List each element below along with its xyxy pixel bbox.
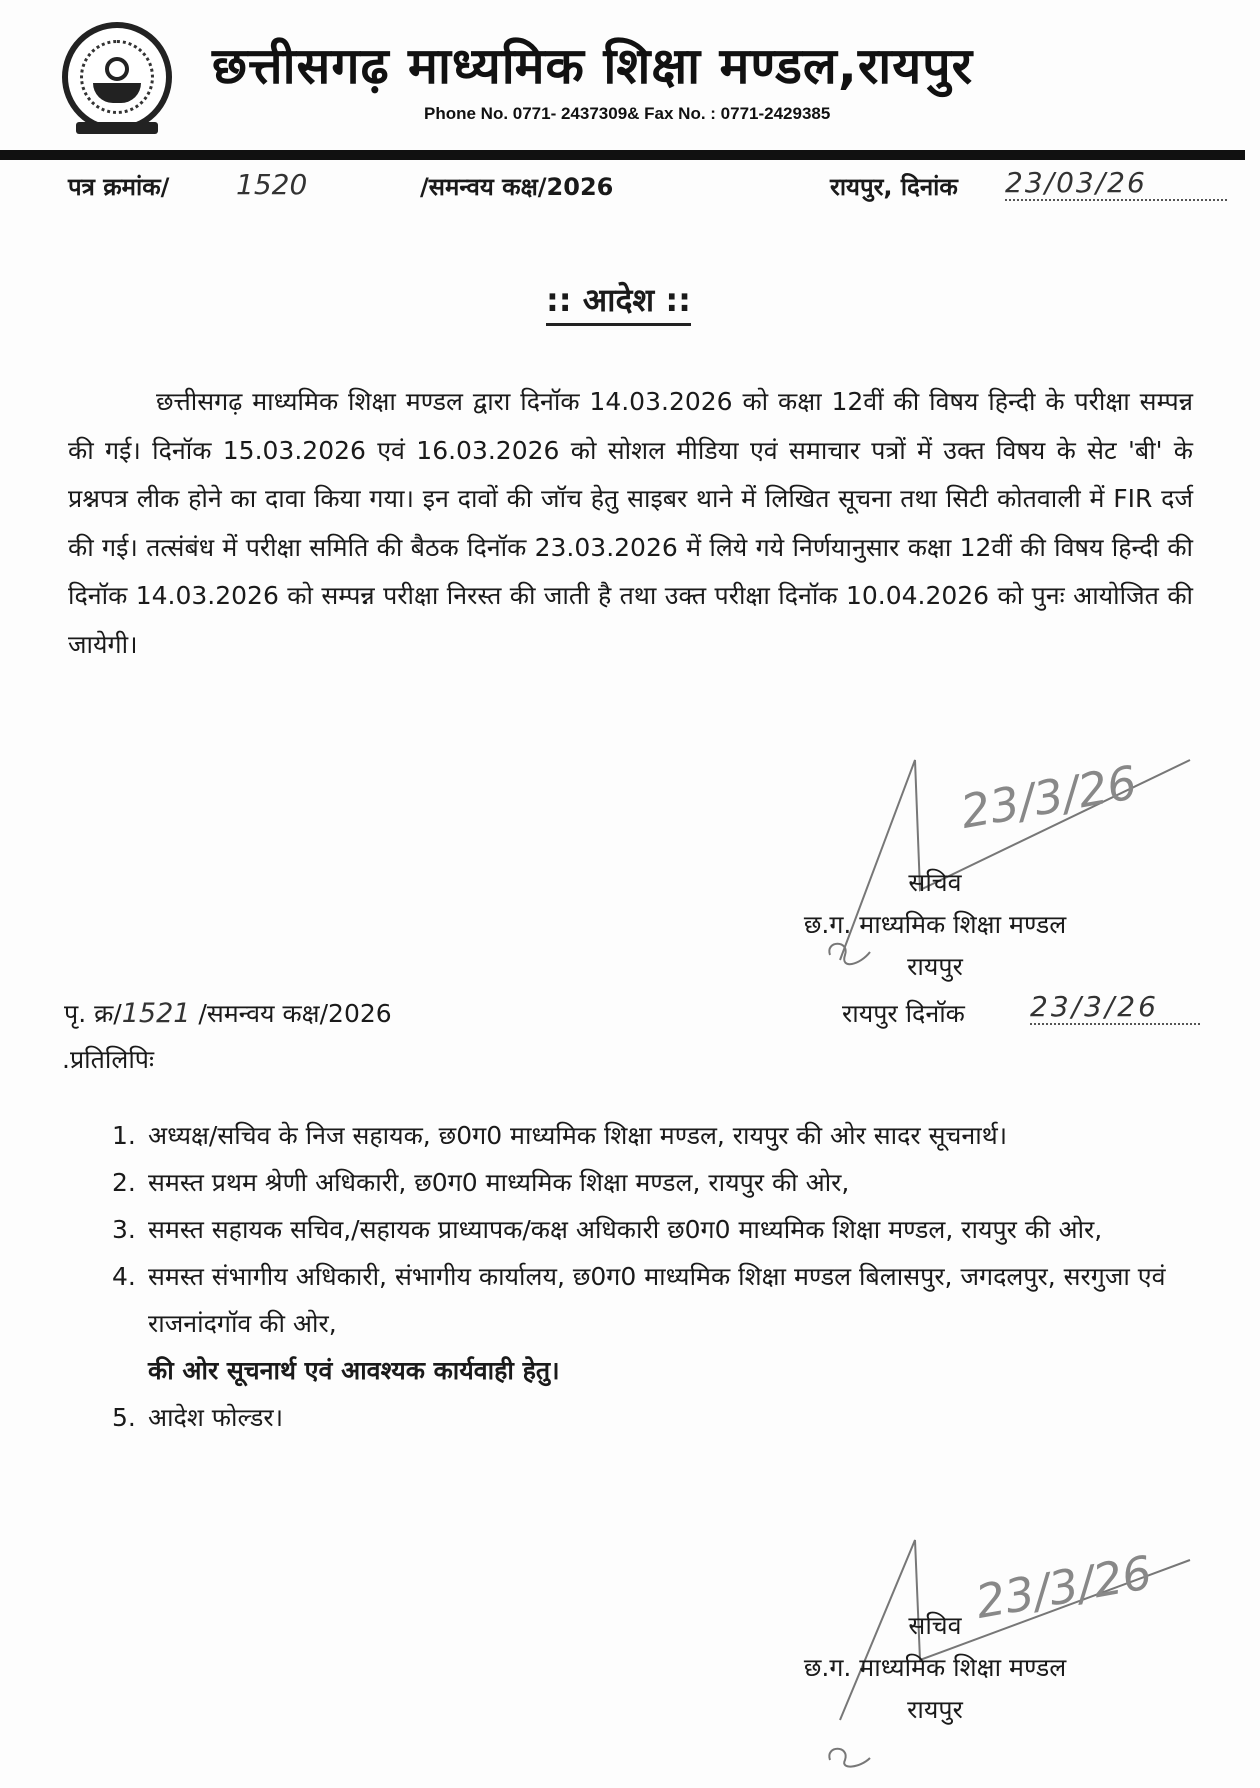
signatory-office: छ.ग. माध्यमिक शिक्षा मण्डल <box>803 910 1067 939</box>
list-item: 5. आदेश फोल्डर। <box>112 1403 284 1432</box>
signatory-designation: सचिव <box>908 1611 962 1640</box>
letterhead-divider <box>0 150 1245 160</box>
list-item: 2. समस्त प्रथम श्रेणी अधिकारी, छ0ग0 माध्यमिक शिक्षा मण्डल, रायपुर की ओर, <box>112 1168 850 1197</box>
signature-block-2 <box>745 1605 1125 1731</box>
seal-wheel-icon <box>105 57 129 81</box>
seal-lotus-icon <box>93 83 141 103</box>
organization-title: छत्तीसगढ़ माध्यमिक शिक्षा मण्डल,रायपुर <box>212 37 974 95</box>
signatory-designation: सचिव <box>908 868 962 897</box>
endorsement-date-label: रायपुर दिनॉक <box>842 999 965 1028</box>
signature-handwritten-date: 23/3/26 <box>971 1545 1156 1629</box>
seal-ring <box>80 40 154 114</box>
date-label: रायपुर, दिनांक <box>830 173 958 201</box>
order-heading: :: आदेश :: <box>546 278 691 326</box>
desk-reference: /समन्वय कक्ष/2026 <box>420 173 614 201</box>
contact-numbers: Phone No. 0771- 2437309& Fax No. : 0771-2429385 <box>424 104 831 123</box>
signatory-office: छ.ग. माध्यमिक शिक्षा मण्डल <box>803 1653 1067 1682</box>
endorsement-date: 23/3/26 <box>1030 990 1200 1025</box>
signature-block-1 <box>745 862 1125 988</box>
copy-recipient-list <box>112 1112 1192 1441</box>
endorsement-desk: /समन्वय कक्ष/2026 <box>198 999 392 1028</box>
board-seal-icon <box>62 22 172 132</box>
signatory-city: रायपुर <box>907 952 963 981</box>
action-note: की ओर सूचनार्थ एवं आवश्यक कार्यवाही हेतु। <box>148 1356 560 1385</box>
order-paragraph: छत्तीसगढ़ माध्यमिक शिक्षा मण्डल द्वारा दिनॉक 14.03.2026 को कक्षा 12वीं की विषय हिन्दी के परीक्षा सम्पन्न की गई। दिनॉक 15.03.2026 एवं 16.03.2026 को सोशल मीडिया एवं समाचार पत्रों में उक्त विषय के सेट 'बी' के प्रश्नपत्र लीक होने का दावा किया गया। इन दावों की जॉच हेतु साइबर थाने में लिखित सूचना तथा सिटी कोतवाली में FIR दर्ज की गई। तत्संबंध में परीक्षा समिति की बैठक दिनॉक 23.03.2026 में लिये गये निर्णयानुसार कक्षा 12वीं की विषय हिन्दी की दिनॉक 14.03.2026 को सम्पन्न परीक्षा निरस्त की जाती है तथा उक्त परीक्षा दिनॉक 10.04.2026 को पुनः आयोजित की जायेगी। <box>68 387 1193 659</box>
list-item: 1. अध्यक्ष/सचिव के निज सहायक, छ0ग0 माध्यमिक शिक्षा मण्डल, रायपुर की ओर सादर सूचनार्थ। <box>112 1121 1008 1150</box>
signatory-city: रायपुर <box>907 1695 963 1724</box>
copy-to-label: .प्रतिलिपिः <box>62 1045 155 1074</box>
letter-date: 23/03/26 <box>1005 166 1227 201</box>
letter-number: 1520 <box>236 168 308 201</box>
endorsement-number: 1521 <box>121 998 191 1029</box>
endorsement-reference <box>64 996 392 1030</box>
list-item: 4. समस्त संभागीय अधिकारी, संभागीय कार्यालय, छ0ग0 माध्यमिक शिक्षा मण्डल बिलासपुर, जगदलपुर, सरगुजा एवं राजनांदगॉव की ओर, <box>112 1262 1166 1338</box>
endorsement-prefix: पृ. क्र/ <box>64 999 122 1028</box>
seal-ribbon <box>76 122 158 134</box>
list-item: 3. समस्त सहायक सचिव,/सहायक प्राध्यापक/कक्ष अधिकारी छ0ग0 माध्यमिक शिक्षा मण्डल, रायपुर की ओर, <box>112 1215 1103 1244</box>
letter-number-label: पत्र क्रमांक/ <box>68 173 170 201</box>
signature-handwritten-date: 23/3/26 <box>956 755 1141 839</box>
